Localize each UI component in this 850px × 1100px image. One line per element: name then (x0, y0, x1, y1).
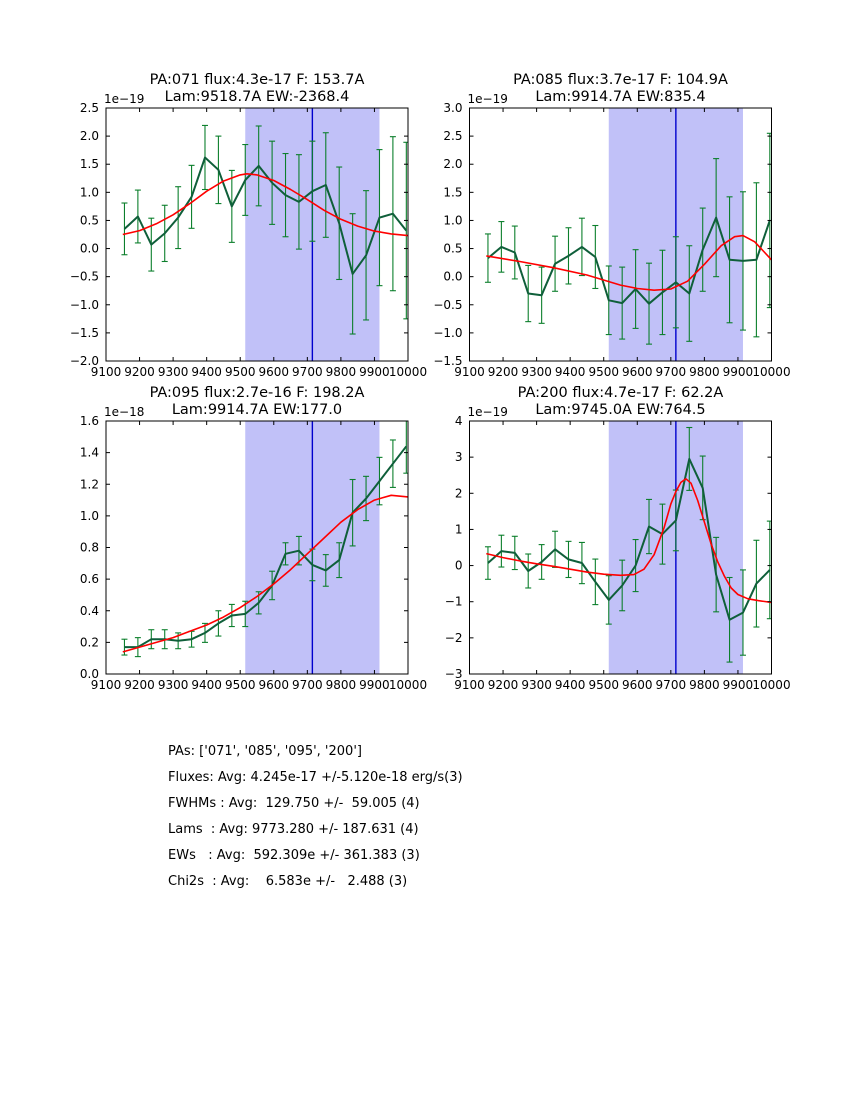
y-tick-label: −0.5 (69, 269, 99, 284)
y-tick-label: 1.0 (79, 185, 99, 200)
x-tick-label: 9300 (157, 678, 189, 692)
y-tick-label: 2.5 (443, 129, 463, 144)
y-tick-label: 0.5 (443, 241, 463, 256)
y-tick-label: 1.6 (79, 414, 99, 428)
y-tick-label: 0.2 (79, 635, 99, 650)
y-tick-label: 0.8 (79, 540, 99, 555)
y-tick-label: 0 (454, 558, 463, 573)
x-tick-label: 9800 (325, 678, 357, 692)
x-tick-label: 9300 (157, 365, 189, 379)
y-tick-label: 0.6 (79, 572, 99, 587)
subplot2-scale-offset-label: 1e−19 (467, 92, 508, 106)
y-tick-label: −1 (444, 594, 463, 609)
y-tick-label: −1.5 (69, 325, 99, 340)
y-tick-label: 0.4 (79, 603, 99, 618)
subplot1-title-line1: PA:071 flux:4.3e-17 F: 153.7A (149, 72, 365, 88)
x-tick-label: 9700 (292, 365, 323, 379)
x-tick-label: 9500 (588, 365, 619, 379)
x-tick-label: 10000 (388, 678, 428, 692)
subplot3-title-line1: PA:095 flux:2.7e-16 F: 198.2A (149, 385, 365, 401)
x-tick-label: 9500 (588, 678, 619, 692)
x-tick-label: 9400 (554, 678, 586, 692)
x-tick-label: 9900 (722, 678, 754, 692)
x-tick-label: 10000 (752, 365, 791, 379)
y-tick-label: 2.5 (79, 101, 99, 115)
y-tick-label: 0.0 (79, 667, 99, 681)
error-bar (485, 234, 491, 282)
y-tick-label: −2.0 (69, 354, 99, 368)
summary-line-fwhms: FWHMs : Avg: 129.750 +/- 59.005 (4) (168, 796, 420, 811)
summary-line-pas: PAs: ['071', '085', '095', '200'] (168, 744, 362, 759)
x-tick-label: 9600 (258, 365, 290, 379)
subplot1-title-line2: Lam:9518.7A EW:-2368.4 (164, 89, 350, 105)
y-tick-label: 2.0 (443, 157, 463, 172)
y-tick-label: 0.0 (79, 241, 99, 256)
y-tick-label: 1.5 (443, 185, 463, 200)
subplot-pa-085 (433, 101, 790, 379)
error-bar (121, 203, 127, 255)
y-tick-label: −3 (444, 667, 463, 681)
y-tick-label: 0.0 (443, 269, 463, 284)
summary-line-chi2s: Chi2s : Avg: 6.583e +/- 2.488 (3) (168, 874, 408, 889)
subplot4-title-line2: Lam:9745.0A EW:764.5 (535, 402, 706, 418)
x-tick-label: 10000 (752, 678, 791, 692)
x-tick-label: 9800 (325, 365, 357, 379)
subplot4-title-line1: PA:200 flux:4.7e-17 F: 62.2A (517, 385, 724, 401)
y-tick-label: 3 (454, 450, 463, 465)
x-tick-label: 9600 (258, 678, 290, 692)
x-tick-label: 9300 (521, 365, 552, 379)
x-tick-label: 9700 (655, 365, 687, 379)
x-tick-label: 9600 (622, 365, 653, 379)
y-tick-label: 1.4 (79, 445, 99, 460)
y-tick-label: −0.5 (433, 297, 463, 312)
y-tick-label: 1.2 (79, 477, 99, 492)
x-tick-label: 9200 (487, 365, 519, 379)
subplot-pa-071 (70, 101, 427, 379)
y-tick-label: 1.0 (443, 213, 463, 228)
x-tick-label: 9500 (224, 365, 256, 379)
y-tick-label: 2 (454, 486, 463, 501)
x-tick-label: 9700 (292, 678, 323, 692)
subplot4-scale-offset-label: 1e−19 (467, 405, 508, 419)
y-tick-label: −1.5 (433, 354, 463, 368)
y-tick-label: 0.5 (79, 213, 99, 228)
x-tick-label: 9700 (655, 678, 687, 692)
y-tick-label: 4 (454, 414, 463, 428)
y-tick-label: −1.0 (69, 297, 99, 312)
x-tick-label: 9100 (454, 365, 485, 379)
x-tick-label: 9400 (554, 365, 586, 379)
x-tick-label: 9200 (124, 365, 155, 379)
x-tick-label: 9100 (90, 365, 122, 379)
subplot1-scale-offset-label: 1e−19 (104, 92, 145, 106)
x-tick-label: 9400 (191, 365, 222, 379)
y-tick-label: 1.0 (79, 508, 99, 523)
summary-line-fluxes: Fluxes: Avg: 4.245e-17 +/-5.120e-18 erg/s(3) (168, 770, 463, 785)
y-tick-label: 2.0 (79, 129, 99, 144)
error-bar (485, 547, 491, 580)
x-tick-label: 9900 (722, 365, 754, 379)
y-tick-label: −2 (444, 630, 463, 645)
x-tick-label: 9800 (689, 365, 720, 379)
summary-line-ews: EWs : Avg: 592.309e +/- 361.383 (3) (168, 848, 420, 863)
y-tick-label: 1 (454, 522, 463, 537)
x-tick-label: 9200 (124, 678, 155, 692)
x-tick-label: 9100 (454, 678, 485, 692)
subplot2-title-line1: PA:085 flux:3.7e-17 F: 104.9A (513, 72, 728, 88)
x-tick-label: 9500 (224, 678, 256, 692)
y-tick-label: 1.5 (79, 157, 99, 172)
x-tick-label: 9800 (689, 678, 720, 692)
subplot-pa-200 (445, 414, 791, 692)
x-tick-label: 10000 (388, 365, 428, 379)
subplot-pa-095 (80, 414, 427, 692)
x-tick-label: 9400 (191, 678, 222, 692)
summary-line-lams: Lams : Avg: 9773.280 +/- 187.631 (4) (168, 822, 419, 837)
x-tick-label: 9200 (487, 678, 519, 692)
x-tick-label: 9600 (622, 678, 653, 692)
x-tick-label: 9300 (521, 678, 552, 692)
subplot3-scale-offset-label: 1e−18 (104, 405, 145, 419)
subplot2-title-line2: Lam:9914.7A EW:835.4 (535, 89, 706, 105)
x-tick-label: 9900 (359, 678, 390, 692)
y-tick-label: −1.0 (433, 325, 463, 340)
x-tick-label: 9900 (359, 365, 390, 379)
subplot3-title-line2: Lam:9914.7A EW:177.0 (171, 402, 343, 418)
y-tick-label: 3.0 (443, 101, 463, 115)
x-tick-label: 9100 (90, 678, 122, 692)
